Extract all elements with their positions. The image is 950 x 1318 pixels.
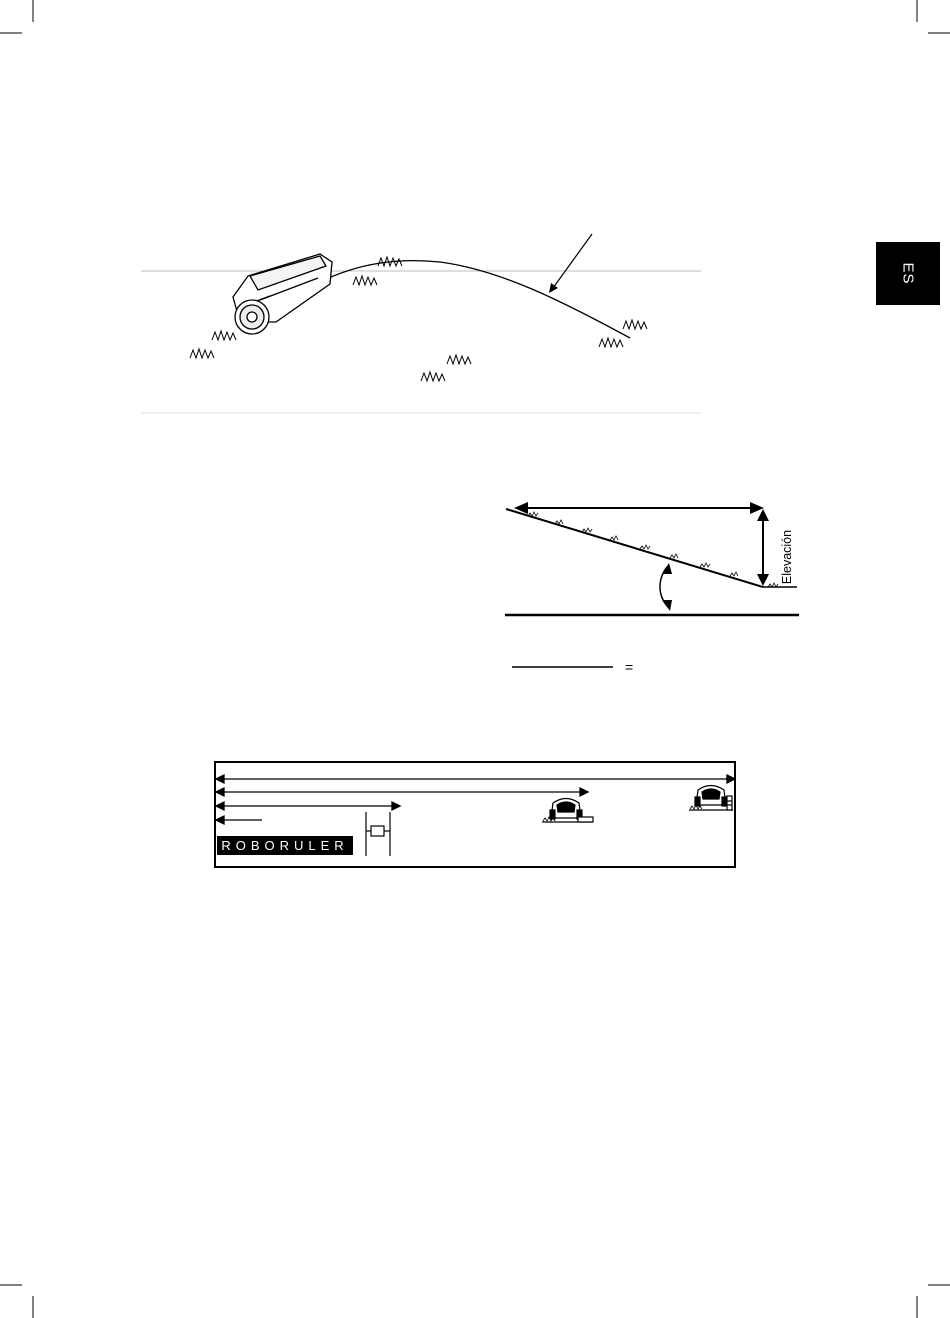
formula-equals-sign: = bbox=[625, 659, 634, 675]
roboruler-logo: ROBORULER bbox=[217, 836, 353, 855]
elevation-label: Elevación bbox=[780, 529, 794, 585]
connector-icon bbox=[366, 812, 390, 856]
language-tab-label: ES bbox=[899, 262, 917, 285]
